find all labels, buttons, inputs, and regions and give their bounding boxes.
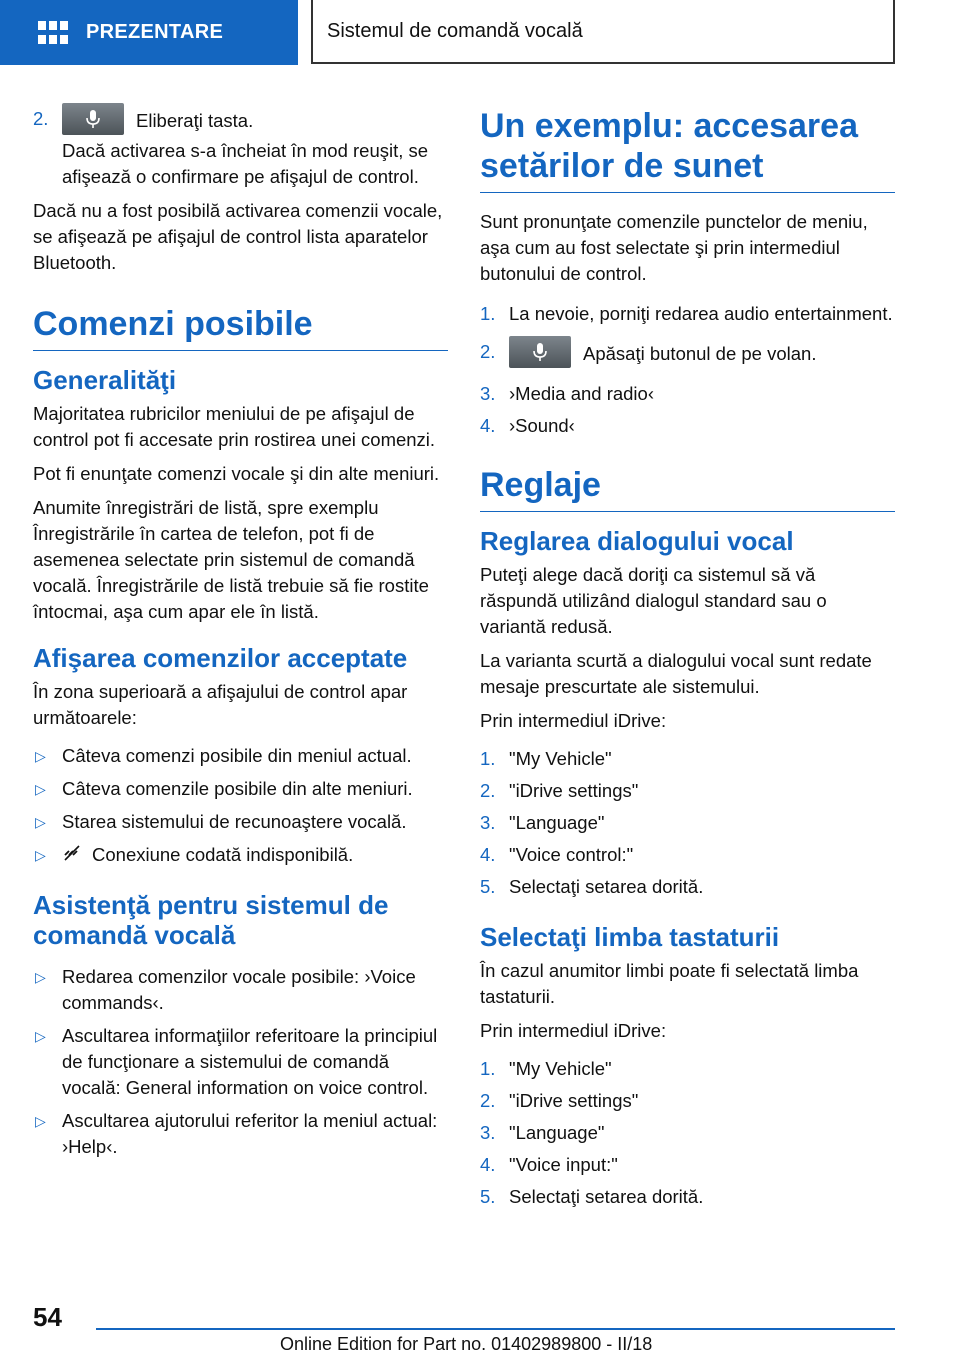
list-item <box>480 339 895 371</box>
step-text: ›Sound‹ <box>509 415 575 436</box>
paragraph: Puteţi alege dacă doriţi ca sistemul să vă răspundă utilizând dialogul standard sau o variantă redusă. <box>480 564 827 637</box>
list-item <box>480 810 895 836</box>
grid-icon <box>38 21 68 45</box>
page-header <box>0 0 960 68</box>
step-number: 4. <box>480 415 496 436</box>
step-number: 1. <box>480 1058 496 1079</box>
step-text: "iDrive settings" <box>509 780 639 801</box>
right-column <box>480 106 895 1218</box>
bullet-triangle-icon: ▷ <box>35 781 46 797</box>
microphone-button-icon <box>62 103 124 135</box>
microphone-icon <box>85 109 101 129</box>
step-number: 1. <box>480 303 496 324</box>
step-number: 3. <box>480 812 496 833</box>
list-item <box>480 301 895 327</box>
step-number: 5. <box>480 876 496 897</box>
step-text: "iDrive settings" <box>509 1090 639 1111</box>
list-item-text: Câteva comenzile posibile din alte meniuri. <box>62 778 413 799</box>
step-number: 2. <box>480 780 496 801</box>
list-item-text: Conexiune codată indisponibilă. <box>92 844 354 865</box>
bullet-triangle-icon: ▷ <box>35 968 46 985</box>
step-text: "My Vehicle" <box>509 1058 612 1079</box>
microphone-button-icon <box>509 336 571 368</box>
section-title: Reglaje <box>480 465 895 512</box>
footer-divider <box>96 1328 895 1330</box>
list-item <box>33 842 448 870</box>
list-item-text: Redarea comenzilor vocale posibile: ›Voice commands‹. <box>62 965 416 1013</box>
step-number: 2. <box>480 1090 496 1111</box>
section-title: Un exemplu: accesarea setărilor de sunet <box>480 106 895 193</box>
step-number: 3. <box>480 383 496 404</box>
list-item-text: Ascultarea informaţiilor referitoare la principiul de funcţionare a sistemului de comandă vocală: General information on voice control. <box>62 1024 438 1098</box>
list-item <box>480 381 895 407</box>
list-item <box>480 1056 895 1082</box>
list-item <box>33 776 448 802</box>
subsection-title: Afişarea comenzilor acceptate <box>33 643 408 673</box>
step-number: 4. <box>480 1154 496 1175</box>
example-steps <box>480 301 895 439</box>
paragraph: În zona superioară a afişajului de control apar următoarele: <box>33 681 408 728</box>
step-text: "My Vehicle" <box>509 748 612 769</box>
chapter-title: Sistemul de comandă vocală <box>327 19 583 42</box>
step-number: 2. <box>480 341 496 362</box>
step-text: Eliberaţi tasta. <box>136 109 254 131</box>
dialog-steps <box>480 746 895 900</box>
subsection-title: Reglarea dialogului vocal <box>480 526 794 556</box>
paragraph: Anumite înregistrări de listă, spre exemplu Înregistrările în cartea de telefon, pot fi de asemenea selectate prin sistemul de comandă vocală. Înregistrările de listă trebuie să fie rostite întocmai, aşa cum apar ele în listă. <box>33 497 429 622</box>
list-item-text: Starea sistemului de recunoaştere vocală. <box>62 811 407 832</box>
step-number: 3. <box>480 1122 496 1143</box>
list-item <box>480 778 895 804</box>
accepted-commands-list <box>33 743 448 870</box>
bullet-triangle-icon: ▷ <box>35 1112 46 1129</box>
list-item-text: Câteva comenzi posibile din meniul actual. <box>62 745 412 766</box>
step-number: 2. <box>33 108 49 129</box>
page-number: 54 <box>33 1302 62 1332</box>
chapter-tab[interactable] <box>311 0 895 64</box>
overview-tab-label: PREZENTARE <box>86 21 224 43</box>
step-detail: Dacă activarea s-a încheiat în mod reuşit, se afişează o confirmare pe afişajul de control. <box>62 140 429 187</box>
step-number: 1. <box>480 748 496 769</box>
overview-tab[interactable] <box>0 0 298 65</box>
keyboard-steps <box>480 1056 895 1210</box>
step-text: "Language" <box>509 1122 605 1143</box>
list-item <box>33 809 448 835</box>
edition-text: Online Edition for Part no. 01402989800 - II/18 <box>280 1334 653 1354</box>
paragraph: Prin intermediul iDrive: <box>480 710 667 731</box>
list-item <box>480 842 895 868</box>
list-item <box>480 1152 895 1178</box>
step-text: ›Media and radio‹ <box>509 383 654 404</box>
step-number: 5. <box>480 1186 496 1207</box>
step-number: 4. <box>480 844 496 865</box>
paragraph: La varianta scurtă a dialogului vocal sunt redate mesaje prescurtate ale sistemului. <box>480 650 872 697</box>
list-item <box>33 1108 448 1160</box>
list-item <box>33 743 448 769</box>
list-item <box>33 1023 448 1101</box>
list-item <box>480 1120 895 1146</box>
paragraph: Pot fi enunţate comenzi vocale şi din alte meniuri. <box>33 463 440 484</box>
subsection-title: Selectaţi limba tastaturii <box>480 922 780 952</box>
paragraph: Prin intermediul iDrive: <box>480 1020 667 1041</box>
bullet-triangle-icon: ▷ <box>35 847 46 863</box>
bullet-triangle-icon: ▷ <box>35 1027 46 1044</box>
subsection-title: Generalităţi <box>33 365 177 395</box>
paragraph: Majoritatea rubricilor meniului de pe afişajul de control pot fi accesate prin rostirea unei comenzi. <box>33 403 436 450</box>
step-text: Selectaţi setarea dorită. <box>509 1186 704 1207</box>
list-item <box>480 1088 895 1114</box>
list-item <box>480 746 895 772</box>
list-item-text: Ascultarea ajutorului referitor la meniul actual: ›Help‹. <box>62 1109 438 1157</box>
list-item <box>33 964 448 1016</box>
assist-list <box>33 964 448 1160</box>
no-connection-icon <box>62 843 82 870</box>
step-text: La nevoie, porniţi redarea audio entertainment. <box>509 303 893 324</box>
intro-steps <box>33 106 448 190</box>
section-title: Comenzi posibile <box>33 304 448 351</box>
step-text: "Language" <box>509 812 605 833</box>
list-item <box>480 874 895 900</box>
bullet-triangle-icon: ▷ <box>35 814 46 830</box>
microphone-icon <box>532 342 548 362</box>
step-text: "Voice input:" <box>509 1154 618 1175</box>
list-item <box>480 413 895 439</box>
paragraph: Sunt pronunţate comenzile punctelor de meniu, aşa cum au fost selectate şi prin intermediul butonului de control. <box>480 211 868 284</box>
step-text: Apăsaţi butonul de pe volan. <box>583 342 817 364</box>
paragraph: În cazul anumitor limbi poate fi selectată limba tastaturii. <box>480 960 859 1007</box>
step-text: Selectaţi setarea dorită. <box>509 876 704 897</box>
list-item <box>33 106 448 190</box>
paragraph: Dacă nu a fost posibilă activarea comenzii vocale, se afişează pe afişajul de control lista aparatelor Bluetooth. <box>33 200 443 273</box>
bullet-triangle-icon: ▷ <box>35 748 46 764</box>
subsection-title: Asistenţă pentru sistemul de comandă vocală <box>33 889 389 950</box>
left-column <box>33 106 448 1167</box>
list-item <box>480 1184 895 1210</box>
step-text: "Voice control:" <box>509 844 634 865</box>
